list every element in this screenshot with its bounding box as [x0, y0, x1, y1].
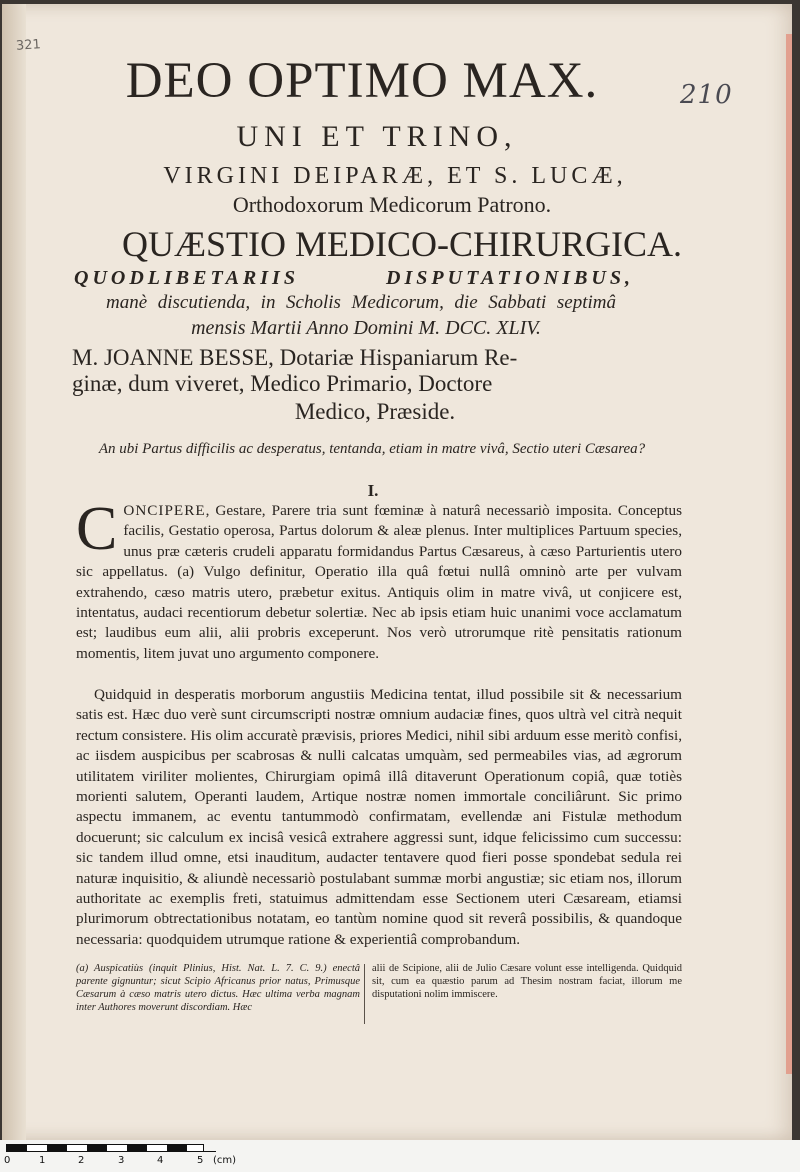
manuscript-page — [2, 4, 792, 1140]
paragraph-2: Quidquid in desperatis morborum angustiis Medicina tentat, illud possibile sit & necessarium satis est. Hæc duo verè sunt circumscripti nostræ omnium audaciæ fines, quos ultrà vel citrà nequit rectum consistere. His olim accuratè prævisis, priores Medici, nihil sibi arduum esse meritò confisi, ac iisdem auspicibus per scabrosas & nulli calcatas umquàm, sed permeabiles vias, ad ægrorum utilitatem viriliter molientes, Chirurgiam opimâ illâ ditaverunt Operationum copiâ, quæ totiès morienti salutem, Operanti laudem, Artique nostræ nomen immortale conciliârunt. Sic primo aspectu immanem, ac eventu tantummodò confirmatam, evellendæ ani Fistulæ methodum docuerunt; sic calculum ex incisâ vesicâ extrahere aggressi sunt, idque felicissimo cum successu: sic tandem illud omne, etsi inauditum, audacter tentavere quod fieri posse spondebat sedula rei naturæ inquisitio, & aliundè necessariò postulabant summæ morbi angustiæ; sic etiam nos, illorum authoritate ac exemplis freti, statuimus admittendam esse Sectionem uteri Cæsaream, etiamsi plurimorum obtrectationibus notatam, eo tantùm nomine quod sit reverâ possibilis, & quandoque necessaria: quodquidem utrumque ratione & experientiâ comprobandum. — [76, 686, 682, 948]
drop-cap: C — [76, 495, 118, 563]
footnote-left-column: (a) Auspicatiùs (inquit Plinius, Hist. Nat. L. 7. C. 9.) enectâ parente gignuntur; sicut Scipio Africanus prior natus, Primusque Cæsarum à cæso matris utero dictus. Hæc ultima verba magnam inter Authores moverunt discordiam. Hæc — [76, 963, 360, 1013]
thesis-question: An ubi Partus difficilis ac desperatus, tentanda, etiam in matre vivâ, Sectio uteri Cæsarea? — [98, 441, 646, 457]
ruler-baseline — [6, 1151, 216, 1156]
title-virgin: VIRGINI DEIPARÆ, ET S. LUCÆ, — [163, 163, 627, 189]
title-trinity: UNI ET TRINO, — [236, 120, 518, 153]
ruler-label-1: 1 — [39, 1155, 46, 1166]
title-question-heading: QUÆSTIO MEDICO-CHIRURGICA. — [121, 224, 682, 264]
praeses-line-2: ginæ, dum viveret, Medico Primario, Doctore — [72, 371, 493, 396]
praeses-line-1: M. JOANNE BESSE, Dotariæ Hispaniarum Re- — [72, 345, 518, 370]
ruler-label-4: 4 — [157, 1155, 164, 1166]
ruler-label-0: 0 — [4, 1155, 11, 1166]
page-edge-stain — [786, 34, 792, 1074]
paragraph-1 — [76, 495, 682, 664]
scale-ruler — [0, 1140, 800, 1172]
page-binding-edge — [2, 4, 26, 1140]
title-patron: Orthodoxorum Medicorum Patrono. — [232, 192, 552, 217]
title-year-line: mensis Martii Anno Domini M. DCC. XLIV. — [191, 317, 541, 339]
paragraph-1-lead: ONCIPERE — [123, 502, 206, 519]
footnote-right-column: alii de Scipione, alii de Julio Cæsare volunt esse intelligenda. Quidquid sit, cum ea quæstio parum ad Thesim nostram faciat, illorum me disputationi nolim immiscere. — [372, 963, 682, 1000]
pencil-mark: 321 — [15, 37, 42, 54]
paragraph-1-text: , Gestare, Parere tria sunt fœminæ à naturâ necessariò imposita. Conceptus facilis, Gestatio operosa, Partus dolorum & aleæ plenus. Inter multiplices Partuum species, unus præ cæteris crudeli apparatu formidandus Partus Cæsareus, à cæso Parturientis utero sic appellatus. (a) Vulgo definitur, Operatio illa quâ fœtui nullâ omninò arte per vulvam extrahendo, cæso matris utero, præbetur exitus. Antiquis olim in matre vivâ, ut conjicere est, intentatus, audaci recentiorum debetur solertiæ. Nec ab ipsis etiam huic unanimi voce acclamatum est; laudibus eum alii, alii probris exceperunt. Nos verò utrorumque ritè pensitatis rationum momentis, litem juvat uno argumento componere. — [76, 502, 682, 662]
ruler-label-5: 5 — [197, 1155, 204, 1166]
folio-number: 210 — [680, 80, 733, 110]
ruler-label-3: 3 — [118, 1155, 125, 1166]
title-date-line: manè discutienda, in Scholis Medicorum, die Sabbati septimâ — [106, 292, 616, 313]
ruler-unit: (cm) — [213, 1155, 237, 1166]
footnote-divider — [364, 964, 365, 1024]
ruler-label-2: 2 — [78, 1155, 85, 1166]
title-disputations: QUODLIBETARIIS DISPUTATIONIBUS, — [74, 267, 634, 289]
section-numeral: I. — [367, 481, 379, 500]
praeses-line-3: Medico, Præside. — [294, 399, 456, 424]
title-dedication: DEO OPTIMO MAX. — [125, 53, 599, 109]
